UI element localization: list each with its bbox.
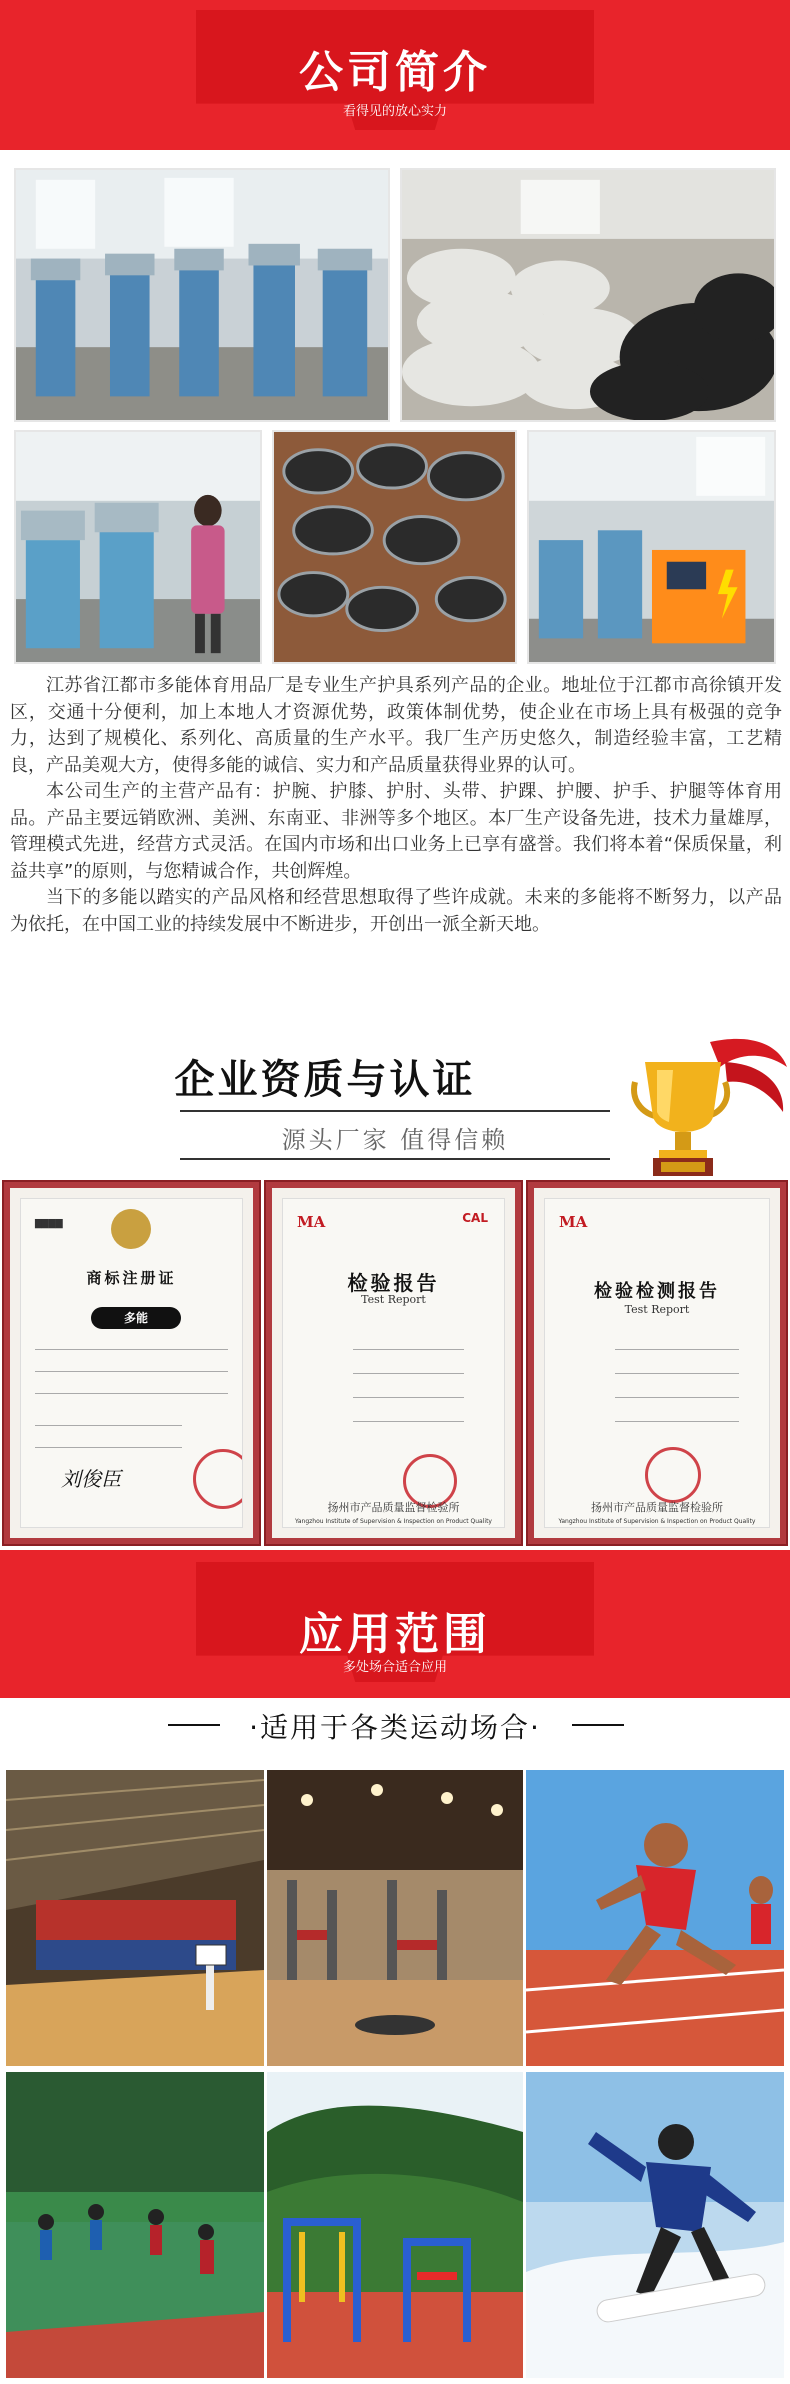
cert-inspection-footer-en: Yangzhou Institute of Supervision & Inspection on Product Quality bbox=[558, 1518, 756, 1525]
cert-inspection-footer: 扬州市产品质量监督检验所 bbox=[591, 1501, 723, 1514]
intro-paragraph-2: 本公司生产的主营产品有：护腕、护膝、护肘、头带、护踝、护腰、护手、护腿等体育用品。产品主要远销欧洲、美洲、东南亚、非洲等多个地区。本厂生产设备先进，技术力量雄厚，管理模式先进，经营方式灵活。在国内市场和出口业务上已享有盛誉。我们将本着“保质保量，利益共享”的原则，与您精诚合作，共创辉煌。 bbox=[10, 781, 782, 882]
intro-paragraph-1: 江苏省江都市多能体育用品厂是专业生产护具系列产品的企业。地址位于江都市高徐镇开发区，交通十分便利，加上本地人才资源优势，政策体制优势，使企业在市场上具有极强的竞争力，达到了规模化、系列化、高质量的生产水平。我厂生产历史悠久，制造经验丰富，工艺精良，产品美观大方，使得多能的诚信、实力和产品质量获得业界的认可。 bbox=[10, 675, 782, 776]
cert-top-left-mark: ▇▇▇▇ bbox=[35, 1219, 63, 1229]
about-title: 公司简介 bbox=[299, 47, 491, 98]
qualification-line-bottom bbox=[180, 1158, 610, 1160]
cert-row-line bbox=[615, 1373, 739, 1374]
scope-heading-dash-right bbox=[572, 1724, 624, 1726]
certificate-inspection-report bbox=[528, 1182, 786, 1544]
cert-row-line bbox=[353, 1349, 464, 1350]
trophy-icon bbox=[615, 1022, 790, 1182]
certificate-test-report bbox=[266, 1182, 521, 1544]
cert-row-line bbox=[35, 1393, 228, 1394]
cert-row-line bbox=[353, 1373, 464, 1374]
qualification-subtitle: 源头厂家 值得信赖 bbox=[281, 1126, 509, 1154]
cert-row-line bbox=[615, 1397, 739, 1398]
cert-trademark-header: 商标注册证 bbox=[86, 1269, 177, 1287]
about-subtitle: 看得见的放心实力 bbox=[342, 104, 447, 119]
sport-photo-sprinter bbox=[526, 1770, 784, 2066]
sport-photo-basketball-outdoor bbox=[6, 2072, 264, 2378]
scope-title: 应用范围 bbox=[299, 1609, 491, 1660]
factory-photo-control-machines bbox=[527, 430, 776, 664]
scope-heading: ·适用于各类运动场合· bbox=[249, 1711, 541, 1744]
cert-row-line bbox=[35, 1371, 228, 1372]
cma-mark: MA bbox=[559, 1213, 588, 1231]
scope-banner bbox=[0, 1550, 790, 1698]
sport-photo-gym bbox=[267, 1770, 523, 2066]
factory-photo-wristbands bbox=[272, 430, 517, 664]
cert-inspection-header: 检验检测报告 bbox=[594, 1281, 720, 1302]
cert-test-report-english: Test Report bbox=[361, 1293, 426, 1306]
certificate-inspection-report-paper bbox=[544, 1198, 770, 1528]
company-intro bbox=[10, 673, 782, 938]
intro-paragraph-3: 当下的多能以踏实的产品风格和经营思想取得了些许成就。未来的多能将不断努力，以产品为依托，在中国工业的持续发展中不断进步，开创出一派全新天地。 bbox=[10, 887, 782, 935]
cert-row-line bbox=[615, 1349, 739, 1350]
cert-test-report-footer-en: Yangzhou Institute of Supervision & Inspection on Product Quality bbox=[295, 1518, 492, 1525]
cert-row-line bbox=[353, 1421, 464, 1422]
qualification-title: 企业资质与认证 bbox=[174, 1057, 476, 1103]
sport-photo-indoor-court bbox=[6, 1770, 264, 2066]
cert-row-line bbox=[35, 1425, 182, 1426]
cert-red-stamp bbox=[193, 1449, 243, 1509]
certificate-trademark-paper bbox=[20, 1198, 243, 1528]
cert-inspection-english: Test Report bbox=[624, 1303, 690, 1316]
certificate-test-report-paper bbox=[282, 1198, 505, 1528]
cert-test-report-header: 检验报告 bbox=[347, 1271, 440, 1295]
factory-photo-worker bbox=[14, 430, 262, 664]
cert-signature: 刘俊臣 bbox=[61, 1467, 121, 1491]
about-banner bbox=[0, 0, 790, 150]
cert-brand-logo: 多能 bbox=[91, 1307, 181, 1329]
cert-row-line bbox=[615, 1421, 739, 1422]
cma-mark: MA bbox=[297, 1213, 326, 1231]
cert-row-line bbox=[353, 1397, 464, 1398]
cert-row-line bbox=[35, 1447, 182, 1448]
cal-mark: CAL bbox=[462, 1211, 488, 1225]
factory-photo-knitting-machines bbox=[14, 168, 390, 422]
cert-row-line bbox=[35, 1349, 228, 1350]
sport-photo-snowboard bbox=[526, 2072, 784, 2378]
factory-photo-stock-bags bbox=[400, 168, 776, 422]
qualification-line-top bbox=[180, 1110, 610, 1112]
cert-red-stamp bbox=[645, 1447, 701, 1503]
scope-subtitle: 多处场合适合应用 bbox=[342, 1660, 447, 1675]
cert-test-report-footer: 扬州市产品质量监督检验所 bbox=[327, 1501, 460, 1514]
sport-photo-outdoor-fitness bbox=[267, 2072, 523, 2378]
national-emblem-icon bbox=[111, 1209, 151, 1249]
certificate-trademark bbox=[4, 1182, 259, 1544]
